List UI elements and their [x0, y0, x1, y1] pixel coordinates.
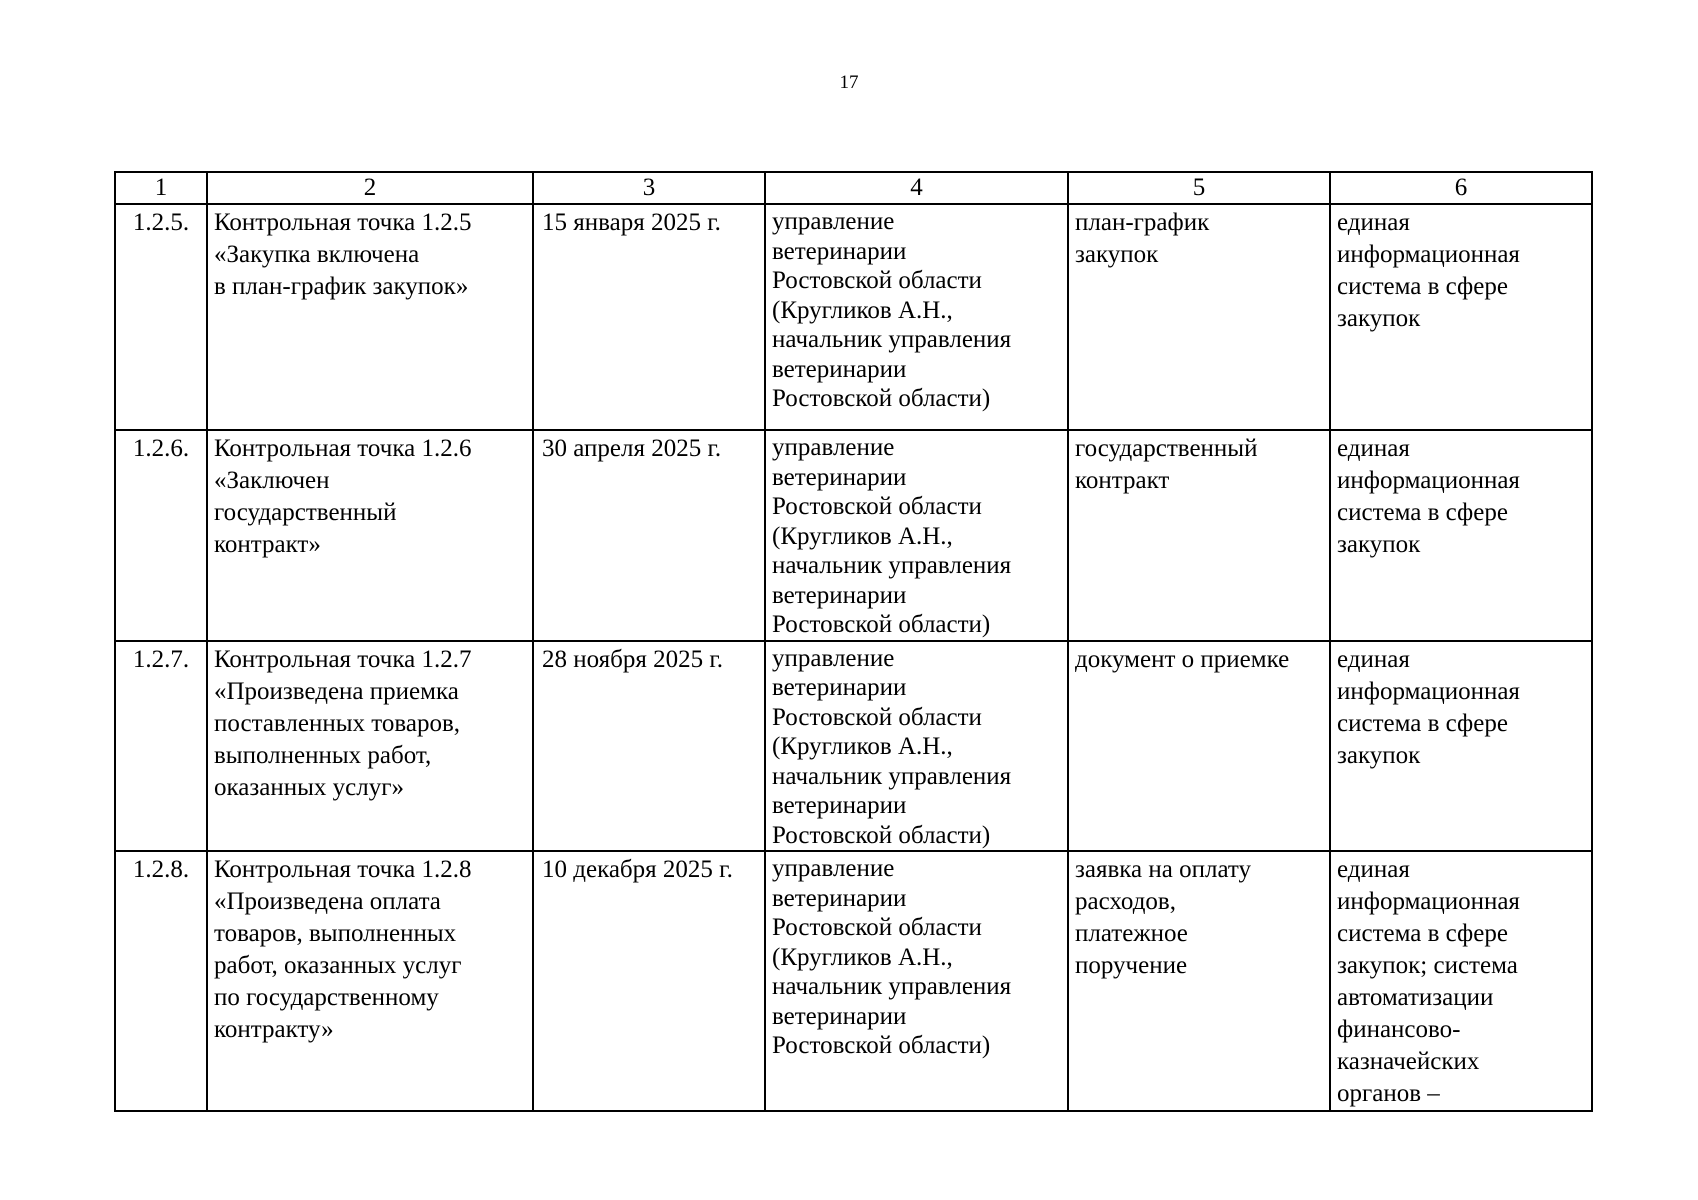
row-number: 1.2.8. — [115, 851, 207, 1111]
column-header-5: 5 — [1068, 172, 1330, 204]
information-system: единая информационная система в сфере закупок — [1330, 430, 1592, 641]
page-number: 17 — [839, 72, 859, 93]
responsible-executor: управление ветеринарии Ростовской области (Кругликов А.Н., начальник управления ветеринарии Ростовской области) — [765, 641, 1068, 852]
table-row — [115, 641, 1592, 852]
row-number: 1.2.6. — [115, 430, 207, 641]
responsible-executor: управление ветеринарии Ростовской области (Кругликов А.Н., начальник управления ветеринарии Ростовской области) — [765, 851, 1068, 1111]
responsible-executor: управление ветеринарии Ростовской области (Кругликов А.Н., начальник управления ветеринарии Ростовской области) — [765, 430, 1068, 641]
control-points-table — [114, 171, 1593, 1112]
confirming-document: государственный контракт — [1068, 430, 1330, 641]
confirming-document: заявка на оплату расходов, платежное поручение — [1068, 851, 1330, 1111]
column-header-2: 2 — [207, 172, 533, 204]
row-number: 1.2.7. — [115, 641, 207, 852]
deadline-date: 30 апреля 2025 г. — [533, 430, 765, 641]
control-point-name: Контрольная точка 1.2.7 «Произведена приемка поставленных товаров, выполненных работ, оказанных услуг» — [207, 641, 533, 852]
deadline-date: 10 декабря 2025 г. — [533, 851, 765, 1111]
table-row — [115, 204, 1592, 430]
column-header-1: 1 — [115, 172, 207, 204]
deadline-date: 28 ноября 2025 г. — [533, 641, 765, 852]
information-system: единая информационная система в сфере закупок — [1330, 204, 1592, 430]
information-system: единая информационная система в сфере закупок; система автоматизации финансово- казначейских органов – — [1330, 851, 1592, 1111]
deadline-date: 15 января 2025 г. — [533, 204, 765, 430]
control-point-name: Контрольная точка 1.2.5 «Закупка включена в план-график закупок» — [207, 204, 533, 430]
control-point-name: Контрольная точка 1.2.6 «Заключен государственный контракт» — [207, 430, 533, 641]
table-row — [115, 430, 1592, 641]
column-header-4: 4 — [765, 172, 1068, 204]
column-header-6: 6 — [1330, 172, 1592, 204]
confirming-document: план-график закупок — [1068, 204, 1330, 430]
information-system: единая информационная система в сфере закупок — [1330, 641, 1592, 852]
control-point-name: Контрольная точка 1.2.8 «Произведена оплата товаров, выполненных работ, оказанных услуг по государственному контракту» — [207, 851, 533, 1111]
column-header-3: 3 — [533, 172, 765, 204]
table-row — [115, 851, 1592, 1111]
table-header-row — [115, 172, 1592, 204]
row-number: 1.2.5. — [115, 204, 207, 430]
responsible-executor: управление ветеринарии Ростовской области (Кругликов А.Н., начальник управления ветеринарии Ростовской области) — [765, 204, 1068, 430]
confirming-document: документ о приемке — [1068, 641, 1330, 852]
